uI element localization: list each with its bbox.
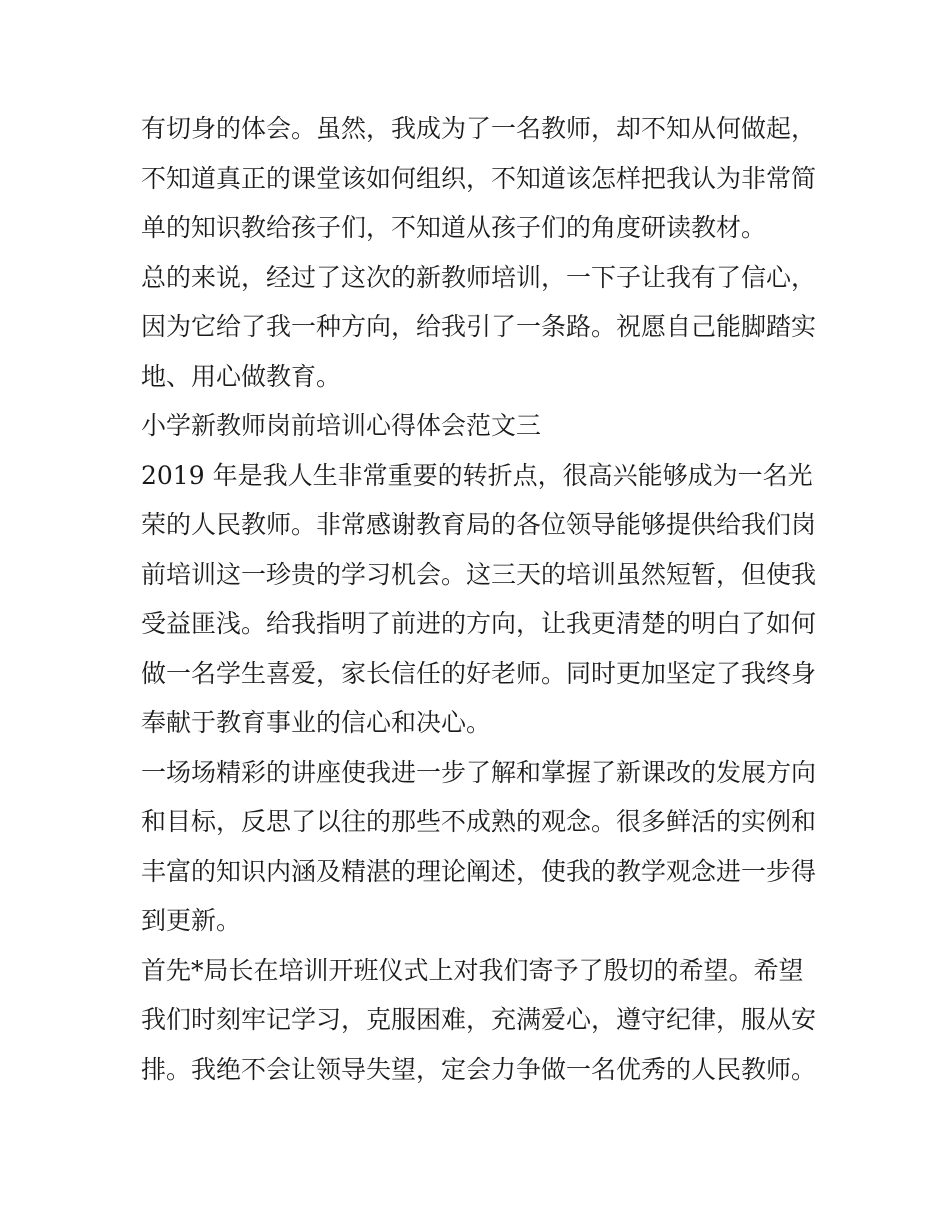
text-line: 和目标，反思了以往的那些不成熟的观念。很多鲜活的实例和 <box>141 807 817 836</box>
text-line: 一场场精彩的讲座使我进一步了解和掌握了新课改的发展方向 <box>141 757 817 787</box>
text-line: 排。我绝不会让领导失望，定会力争做一名优秀的人民教师。 <box>141 1054 817 1084</box>
text-line: 有切身的体会。虽然，我成为了一名教师，却不知从何做起， <box>141 114 817 143</box>
text-line: 因为它给了我一种方向，给我引了一条路。祝愿自己能脚踏实 <box>141 312 817 341</box>
text-line: 地、用心做教育。 <box>141 361 342 391</box>
text-line: 到更新。 <box>141 906 242 935</box>
text-line: 荣的人民教师。非常感谢教育局的各位领导能够提供给我们岗 <box>141 510 817 539</box>
section-heading: 小学新教师岗前培训心得体会范文三 <box>141 411 542 440</box>
text-line: 我们时刻牢记学习，克服困难，充满爱心，遵守纪律，服从安 <box>141 1005 817 1034</box>
document-body <box>141 104 821 1094</box>
text-line: 前培训这一珍贵的学习机会。这三天的培训虽然短暂，但使我 <box>141 559 817 589</box>
text-line: 不知道真正的课堂该如何组织，不知道该怎样把我认为非常简 <box>141 163 817 193</box>
text-line: 丰富的知识内涵及精湛的理论阐述，使我的教学观念进一步得 <box>141 856 817 886</box>
text-line: 受益匪浅。给我指明了前进的方向，让我更清楚的明白了如何 <box>141 609 817 638</box>
text-line: 总的来说，经过了这次的新教师培训，一下子让我有了信心， <box>141 262 817 292</box>
text-line: 单的知识教给孩子们，不知道从孩子们的角度研读教材。 <box>141 213 767 242</box>
text-line: 做一名学生喜爱，家长信任的好老师。同时更加坚定了我终身 <box>141 658 817 688</box>
text-line: 奉献于教育事业的信心和决心。 <box>141 708 492 737</box>
text-line: 2019 年是我人生非常重要的转折点，很高兴能够成为一名光 <box>141 460 813 490</box>
text-line: 首先*局长在培训开班仪式上对我们寄予了殷切的希望。希望 <box>141 955 804 985</box>
